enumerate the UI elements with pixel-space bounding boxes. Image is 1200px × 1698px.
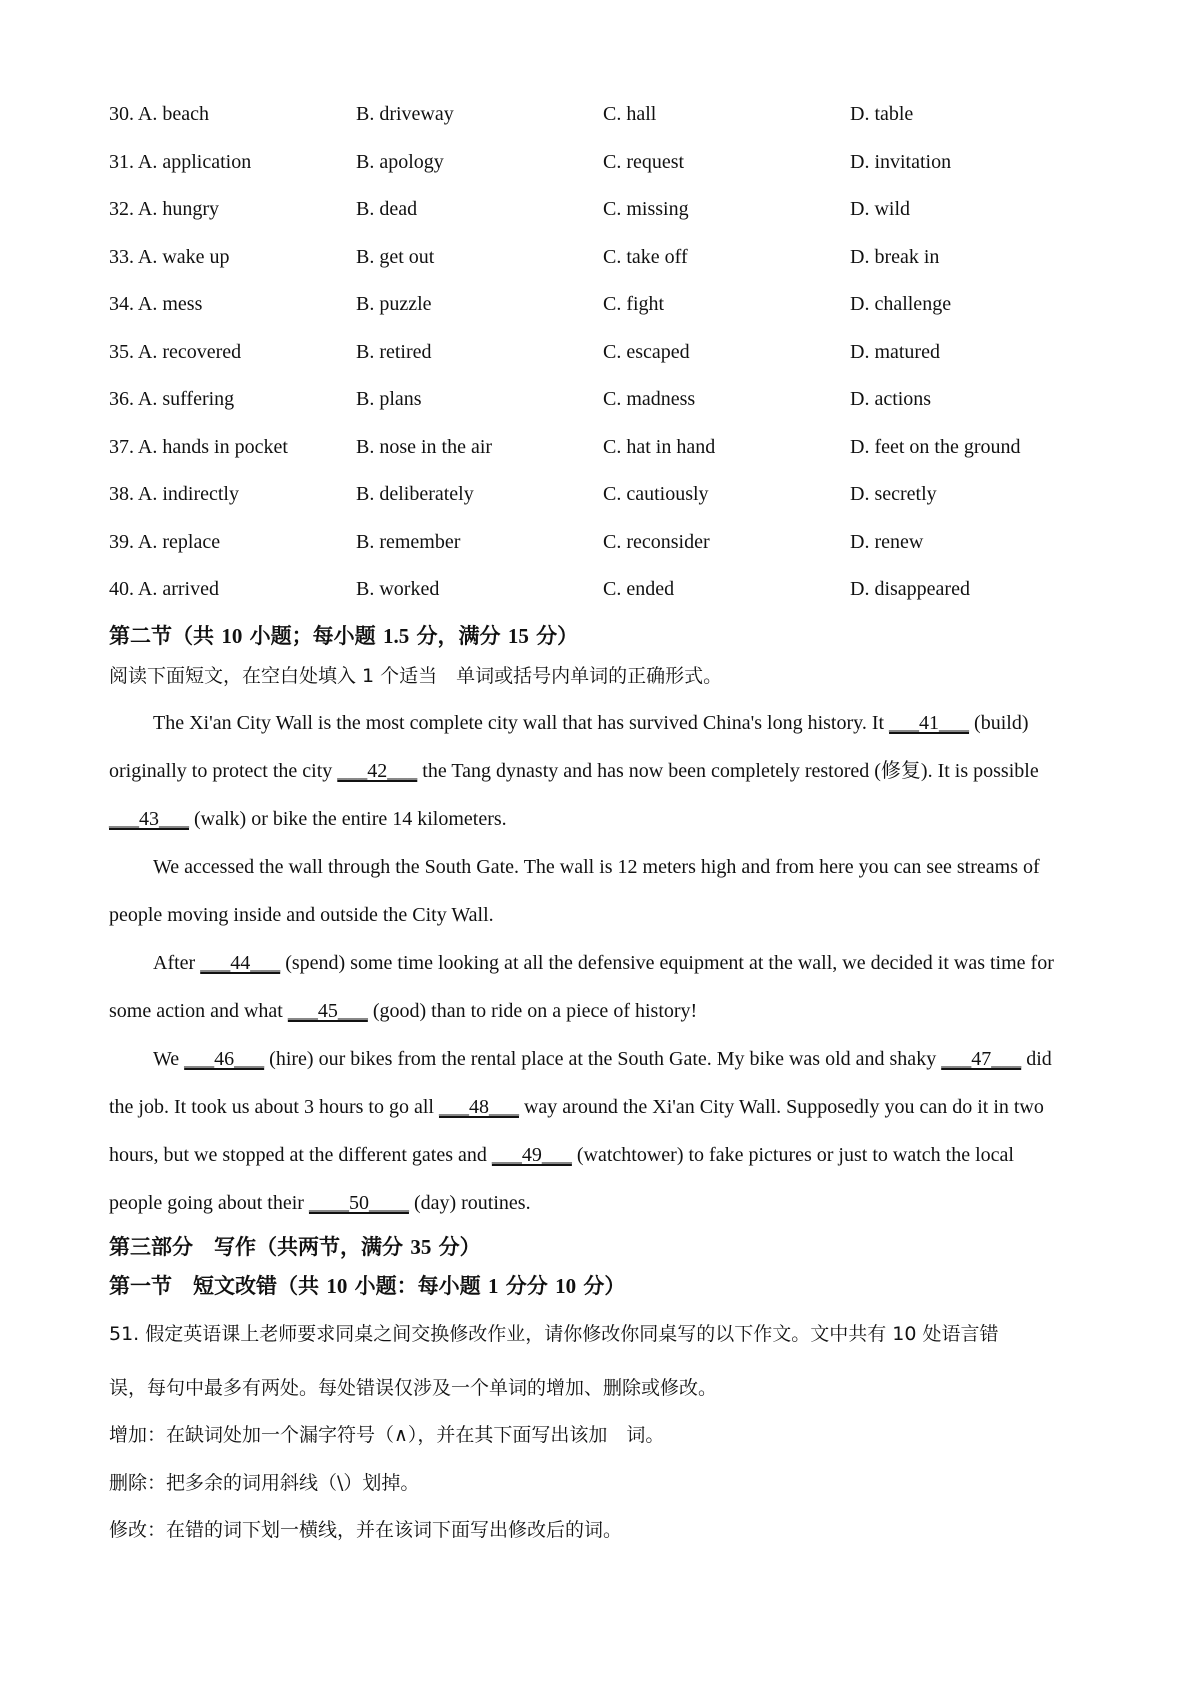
option-text: A. arrived <box>137 578 219 600</box>
option-row <box>109 243 1109 291</box>
option-c <box>603 575 674 603</box>
passage-line-9: the job. It took us about 3 hours to go all ___48___ way around the Xi'an City Wall. Supposedly you can do it in two <box>109 1096 1044 1118</box>
passage-line-8: We ___46___ (hire) our bikes from the rental place at the South Gate. My bike was old and shaky ___47___ did <box>153 1048 1052 1070</box>
option-text: C. missing <box>603 198 689 220</box>
passage-line-10: hours, but we stopped at the different gates and ___49___ (watchtower) to fake pictures or just to watch the local <box>109 1144 1014 1166</box>
option-text: A. wake up <box>137 245 230 268</box>
option-c <box>603 243 688 271</box>
option-a <box>109 528 220 556</box>
option-b <box>356 148 444 176</box>
option-row <box>109 433 1109 481</box>
option-text: A. application <box>137 150 252 173</box>
option-text: C. request <box>603 150 685 173</box>
blank-45[interactable]: ___45___ <box>287 1000 368 1022</box>
option-b <box>356 385 422 413</box>
passage-line-11: people going about their ____50____ (day) routines. <box>109 1192 531 1214</box>
question-number: 34. <box>109 293 134 315</box>
option-a <box>109 480 239 508</box>
option-text: D. secretly <box>850 483 937 505</box>
rule-delete: 删除：把多余的词用斜线（\）划掉。 <box>109 1472 420 1494</box>
passage-line-1: The Xi'an City Wall is the most complete city wall that has survived China's long history. It ___41___ (build) <box>153 712 1029 734</box>
blank-50[interactable]: ____50____ <box>308 1192 409 1214</box>
option-text: C. cautiously <box>603 483 709 505</box>
blank-41[interactable]: ___41___ <box>889 712 970 734</box>
passage-line-7: some action and what ___45___ (good) than to ride on a piece of history! <box>109 1000 698 1022</box>
blank-42[interactable]: ___42___ <box>337 760 418 782</box>
option-d <box>850 290 951 318</box>
question-number: 40. <box>109 578 134 600</box>
option-d <box>850 338 940 366</box>
option-row <box>109 338 1109 386</box>
passage-line-6: After ___44___ (spend) some time looking at all the defensive equipment at the wall, we decided it was time for <box>153 952 1054 974</box>
option-text: C. reconsider <box>603 530 710 553</box>
q51-line-2: 误，每句中最多有两处。每处错误仅涉及一个单词的增加、删除或修改。 <box>109 1377 718 1399</box>
option-text: A. hands in pocket <box>137 435 288 458</box>
option-a <box>109 100 209 128</box>
option-a <box>109 290 202 318</box>
option-a <box>109 148 251 176</box>
blank-47[interactable]: ___47___ <box>941 1048 1022 1070</box>
option-d <box>850 528 923 556</box>
blank-46[interactable]: ___46___ <box>184 1048 265 1070</box>
question-number: 30. <box>109 103 134 125</box>
option-b <box>356 338 432 366</box>
option-text: B. nose in the air <box>356 435 493 458</box>
option-b <box>356 433 492 461</box>
options-grid <box>109 100 1109 623</box>
option-text: A. replace <box>137 530 221 553</box>
option-b <box>356 195 417 223</box>
option-text: D. actions <box>850 388 932 410</box>
option-d <box>850 575 970 603</box>
question-number: 38. <box>109 483 134 505</box>
option-text: A. mess <box>137 293 203 315</box>
question-number: 37. <box>109 435 134 458</box>
option-b <box>356 243 434 271</box>
part3-subheading: 第一节 短文改错（共 10 小题：每小题 1 分分 10 分） <box>109 1274 626 1298</box>
option-a <box>109 385 234 413</box>
option-text: A. recovered <box>137 340 242 363</box>
part3-heading: 第三部分 写作（共两节，满分 35 分） <box>109 1235 481 1259</box>
blank-44[interactable]: ___44___ <box>200 952 281 974</box>
option-c <box>603 433 715 461</box>
passage-line-4: We accessed the wall through the South Gate. The wall is 12 meters high and from here you can see streams of <box>153 856 1040 878</box>
option-d <box>850 433 1021 461</box>
question-number: 35. <box>109 340 134 363</box>
option-row <box>109 385 1109 433</box>
option-b <box>356 528 460 556</box>
q51-line-1: 51. 假定英语课上老师要求同桌之间交换修改作业，请你修改你同桌写的以下作文。文中共有 10 处语言错 <box>109 1323 999 1345</box>
option-text: D. challenge <box>850 293 952 315</box>
option-text: B. plans <box>356 388 422 410</box>
option-text: C. hall <box>603 103 657 125</box>
option-c <box>603 195 689 223</box>
option-d <box>850 100 913 128</box>
option-text: B. retired <box>356 340 432 363</box>
question-number: 36. <box>109 388 134 410</box>
blank-43[interactable]: ___43___ <box>109 808 189 830</box>
option-d <box>850 195 910 223</box>
option-a <box>109 195 219 223</box>
question-number: 32. <box>109 198 134 220</box>
option-text: C. escaped <box>603 340 690 363</box>
option-c <box>603 338 690 366</box>
option-text: C. hat in hand <box>603 435 716 458</box>
option-d <box>850 243 939 271</box>
option-d <box>850 148 951 176</box>
option-text: A. suffering <box>137 388 235 410</box>
question-number: 33. <box>109 245 134 268</box>
option-d <box>850 385 931 413</box>
option-row <box>109 528 1109 576</box>
passage-line-5: people moving inside and outside the City Wall. <box>109 904 494 926</box>
option-text: D. matured <box>850 340 940 363</box>
option-b <box>356 100 454 128</box>
option-text: A. hungry <box>137 198 220 220</box>
option-text: C. madness <box>603 388 696 410</box>
option-c <box>603 528 710 556</box>
rule-add: 增加：在缺词处加一个漏字符号（∧），并在其下面写出该加 词。 <box>109 1424 665 1446</box>
option-b <box>356 575 439 603</box>
option-a <box>109 338 241 366</box>
option-text: D. feet on the ground <box>850 435 1021 458</box>
option-b <box>356 290 432 318</box>
option-b <box>356 480 474 508</box>
option-row <box>109 575 1109 623</box>
option-text: B. puzzle <box>356 293 432 315</box>
section2-instruction: 阅读下面短文，在空白处填入 1 个适当 单词或括号内单词的正确形式。 <box>109 665 723 687</box>
option-text: B. deliberately <box>356 483 474 505</box>
option-text: D. wild <box>850 198 910 220</box>
option-text: A. indirectly <box>137 483 239 505</box>
option-row <box>109 148 1109 196</box>
option-c <box>603 385 695 413</box>
option-text: C. fight <box>603 293 665 315</box>
option-text: D. table <box>850 103 914 125</box>
option-text: B. get out <box>356 245 435 268</box>
option-c <box>603 480 709 508</box>
option-a <box>109 433 288 461</box>
blank-48[interactable]: ___48___ <box>438 1096 519 1118</box>
option-text: B. apology <box>356 150 444 173</box>
option-text: D. break in <box>850 245 940 268</box>
passage-line-3: ___43___ (walk) or bike the entire 14 kilometers. <box>109 808 507 830</box>
option-text: B. remember <box>356 530 461 553</box>
blank-49[interactable]: ___49___ <box>491 1144 572 1166</box>
option-text: D. disappeared <box>850 578 970 600</box>
section2-heading: 第二节（共 10 小题；每小题 1.5 分，满分 15 分） <box>109 624 579 648</box>
passage-line-2: originally to protect the city ___42___ the Tang dynasty and has now been completely restored (修复). It is possible <box>109 760 1039 782</box>
option-c <box>603 100 656 128</box>
option-c <box>603 290 664 318</box>
rule-modify: 修改：在错的词下划一横线，并在该词下面写出修改后的词。 <box>109 1519 623 1541</box>
option-d <box>850 480 937 508</box>
question-number: 39. <box>109 530 134 553</box>
option-row <box>109 480 1109 528</box>
option-c <box>603 148 684 176</box>
option-row <box>109 290 1109 338</box>
option-text: B. dead <box>356 198 418 220</box>
option-a <box>109 243 230 271</box>
question-number: 31. <box>109 150 134 173</box>
option-row <box>109 100 1109 148</box>
option-row <box>109 195 1109 243</box>
option-text: C. ended <box>603 578 675 600</box>
option-text: D. invitation <box>850 150 952 173</box>
option-text: A. beach <box>137 103 209 125</box>
option-text: C. take off <box>603 245 688 268</box>
option-text: B. worked <box>356 578 440 600</box>
option-text: B. driveway <box>356 103 454 125</box>
option-text: D. renew <box>850 530 924 553</box>
option-a <box>109 575 219 603</box>
